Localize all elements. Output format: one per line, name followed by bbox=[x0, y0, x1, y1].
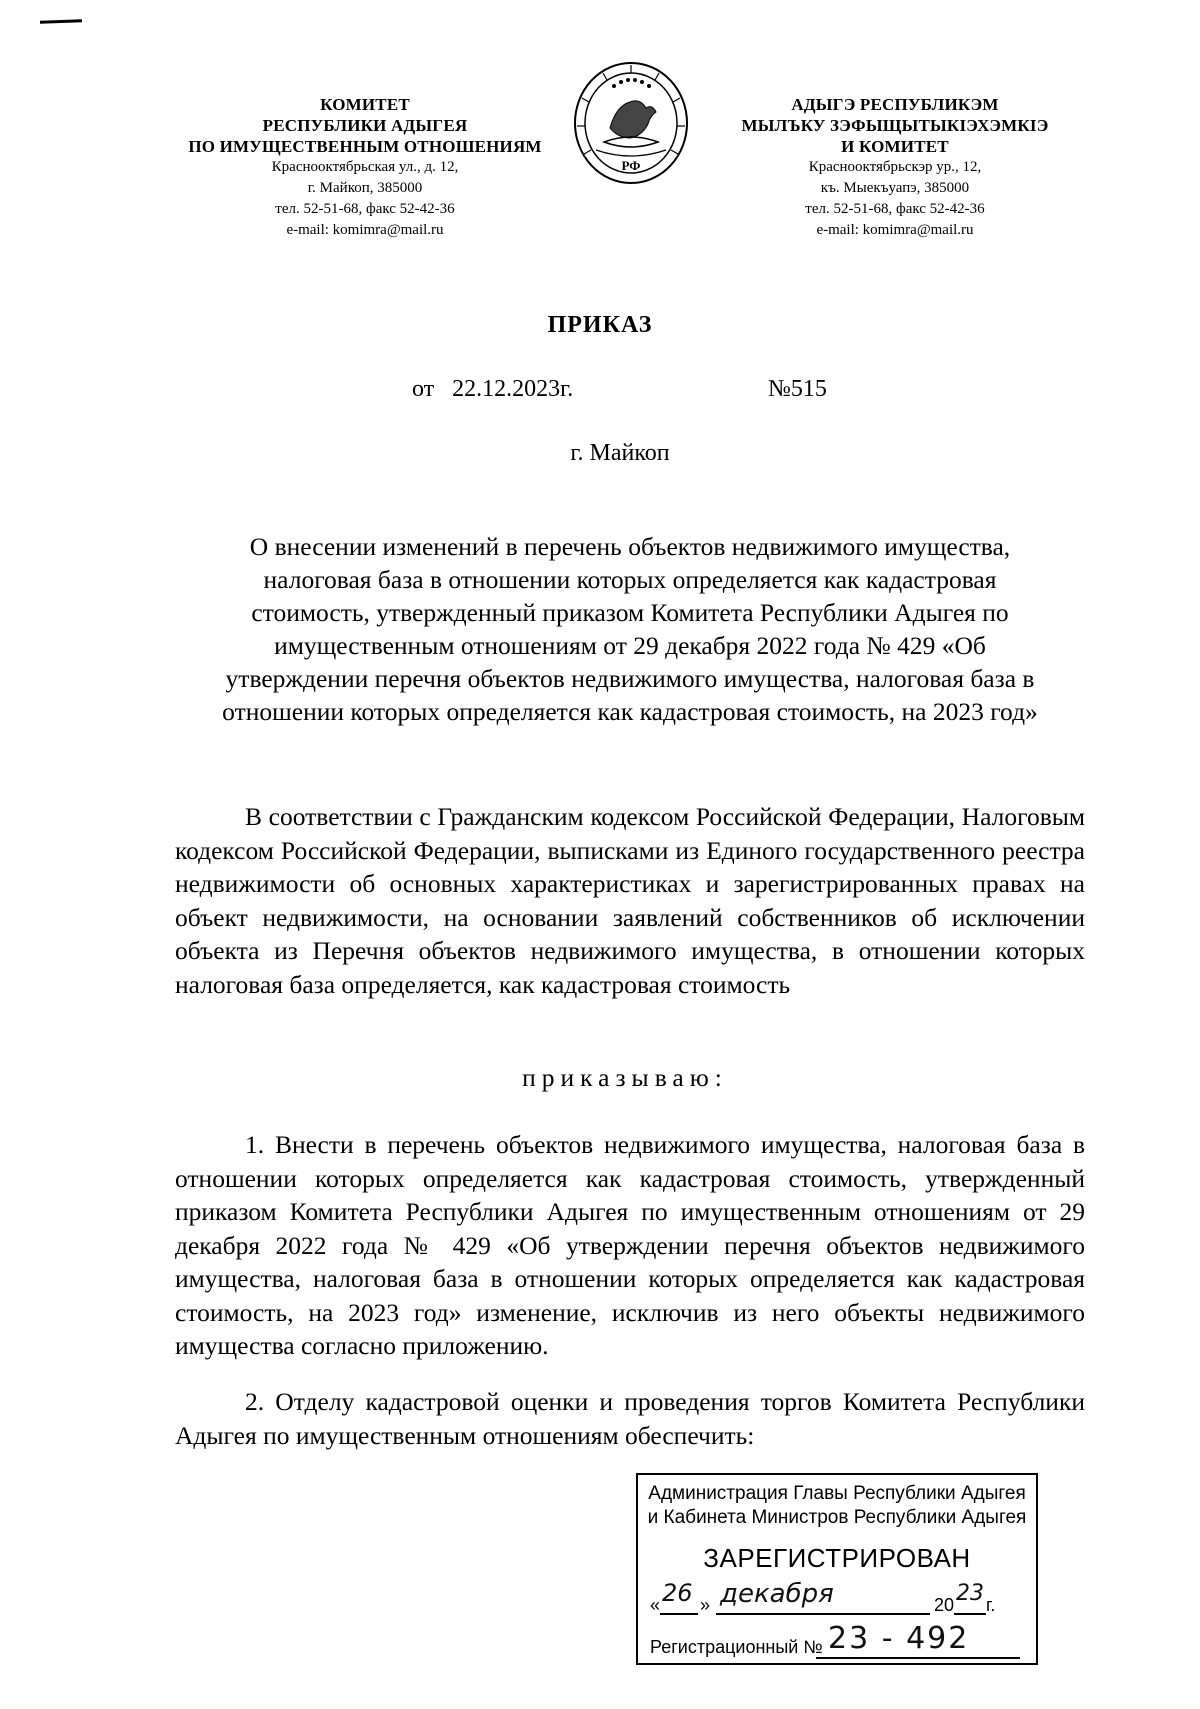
org-name-line: РЕСПУБЛИКИ АДЫГЕЯ bbox=[262, 116, 468, 135]
date-value: 22.12.2023г. bbox=[452, 376, 574, 402]
org-name-line: И КОМИТЕТ bbox=[841, 137, 949, 156]
corner-mark bbox=[40, 19, 82, 23]
order-date bbox=[412, 376, 573, 403]
org-name-line: КОМИТЕТ bbox=[320, 95, 410, 114]
year-prefix: 20 bbox=[934, 1595, 955, 1615]
emblem-text: РФ bbox=[621, 158, 641, 173]
stamp-date-row bbox=[650, 1579, 1030, 1619]
order-directive: приказываю: bbox=[522, 1063, 728, 1092]
document-subject bbox=[175, 530, 1085, 728]
document-city: г. Майкоп bbox=[570, 440, 670, 466]
org-address: Краснооктябрьскэр ур., 12, bbox=[808, 159, 982, 175]
subject-line: утверждении перечня объектов недвижимого имущества, налоговая база в bbox=[225, 664, 1035, 693]
adygea-coat-of-arms-icon bbox=[570, 58, 692, 188]
org-city: къ. Мыекъуапэ, 385000 bbox=[820, 180, 970, 196]
header-right-block bbox=[690, 94, 1100, 241]
org-name-line: АДЫГЭ РЕСПУБЛИКЭМ bbox=[791, 95, 999, 114]
stamp-year: 23 bbox=[956, 1581, 984, 1606]
org-city: г. Майкоп, 385000 bbox=[307, 180, 423, 196]
org-name-line: ПО ИМУЩЕСТВЕННЫМ ОТНОШЕНИЯМ bbox=[188, 137, 542, 156]
item-1-paragraph: 1. Внести в перечень объектов недвижимого имущества, налоговая база в отношении которых определяется как кадастровая стоимость, утвержденный приказом Комитета Республики Адыгея по имущественным отношениям от 29 декабря 2022 года № 429 «Об утверждении перечня объектов недвижимого имущества, налоговая база в отношении которых определяется как кадастровая стоимость, на 2023 год» изменение, исключив из него объекты недвижимого имущества согласно приложению. bbox=[175, 1130, 1085, 1360]
stamp-status: ЗАРЕГИСТРИРОВАН bbox=[703, 1543, 971, 1573]
registration-stamp bbox=[636, 1473, 1038, 1665]
item-2-paragraph: 2. Отделу кадастровой оценки и проведения торгов Комитета Республики Адыгея по имущественным отношениям обеспечить: bbox=[175, 1387, 1085, 1450]
document-title: ПРИКАЗ bbox=[547, 312, 653, 338]
stamp-authority-line: Администрация Главы Республики Адыгея bbox=[648, 1483, 1026, 1504]
subject-line: отношении которых определяется как кадастровая стоимость, на 2023 год» bbox=[222, 697, 1038, 726]
org-address: Краснооктябрьская ул., д. 12, bbox=[271, 159, 459, 175]
preamble-paragraph: В соответствии с Гражданским кодексом Российской Федерации, Налоговым кодексом Российской Федерации, выписками из Единого государственного реестра недвижимости об основных характеристиках и зарегистрированных правах на объект недвижимости, на основании заявлений собственников об исключении объекта из Перечня объектов недвижимого имущества, в отношении которых налоговая база определяется, как кадастровая стоимость bbox=[175, 802, 1085, 999]
quote-close: » bbox=[700, 1595, 711, 1615]
org-phone: тел. 52-51-68, факс 52-42-36 bbox=[275, 201, 455, 217]
subject-line: О внесении изменений в перечень объектов недвижимого имущества, bbox=[249, 532, 1011, 561]
subject-line: стоимость, утвержденный приказом Комитета Республики Адыгея по bbox=[251, 598, 1009, 627]
header-left-block bbox=[160, 94, 570, 241]
subject-line: налоговая база в отношении которых определяется как кадастровая bbox=[263, 565, 997, 594]
org-phone: тел. 52-51-68, факс 52-42-36 bbox=[805, 201, 985, 217]
year-mark: г. bbox=[986, 1595, 996, 1615]
reg-number: 23 - 492 bbox=[828, 1621, 970, 1656]
stamp-registration-row bbox=[650, 1621, 1030, 1661]
stamp-authority-line: и Кабинета Министров Республики Адыгея bbox=[647, 1507, 1027, 1528]
quote-open: « bbox=[650, 1595, 661, 1615]
subject-line: имущественным отношениям от 29 декабря 2022 года № 429 «Об bbox=[274, 631, 986, 660]
order-number: №515 bbox=[768, 376, 827, 402]
date-prefix: от bbox=[412, 376, 435, 402]
stamp-day: 26 bbox=[662, 1579, 693, 1607]
org-email: e-mail: komimra@mail.ru bbox=[286, 222, 444, 238]
stamp-month: декабря bbox=[720, 1579, 834, 1609]
org-name-line: МЫЛЪКУ ЗЭФЫЩЫТЫКIЭХЭМКIЭ bbox=[741, 116, 1049, 135]
reg-label: Регистрационный № bbox=[650, 1637, 823, 1657]
org-email: e-mail: komimra@mail.ru bbox=[816, 222, 974, 238]
